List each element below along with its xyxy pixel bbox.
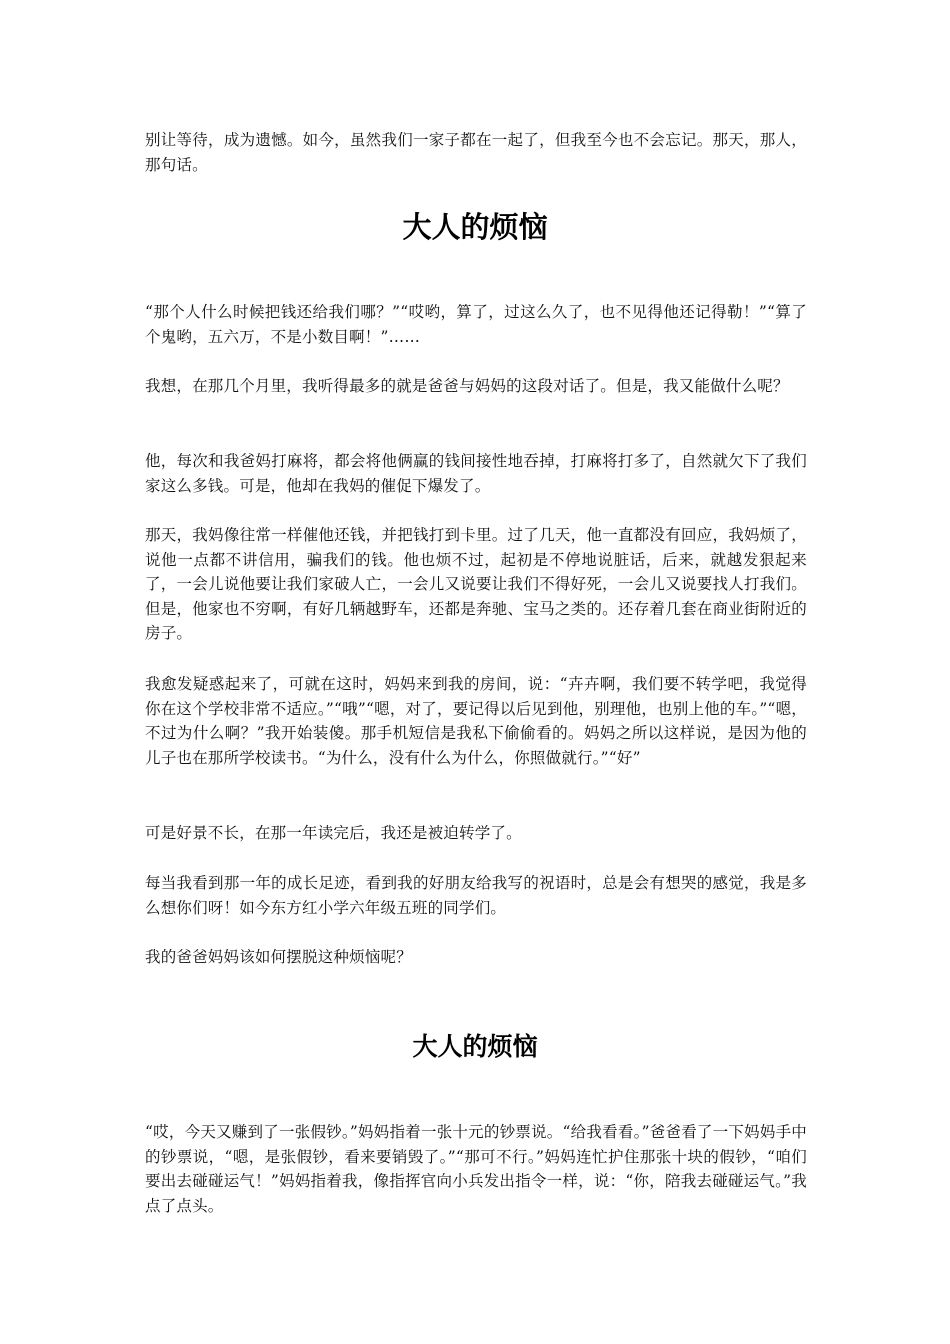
essay1-paragraph-4: 那天，我妈像往常一样催他还钱，并把钱打到卡里。过了几天，他一直都没有回应，我妈烦了，说他一点都不讲信用，骗我们的钱。他也烦不过，起初是不停地说脏话，后来，就越发狠起来了，一会儿说他要让我们家破人亡，一会儿又说要让我们不得好死，一会儿又说要找人打我们。但是，他家也不穷啊，有好几辆越野车，还都是奔驰、宝马之类的。还存着几套在商业街附近的房子。: [145, 526, 807, 642]
essay1-paragraph-3: 他，每次和我爸妈打麻将，都会将他俩赢的钱间接性地吞掉，打麻将打多了，自然就欠下了我们家这么多钱。可是，他却在我妈的催促下爆发了。: [145, 452, 807, 495]
essay2-title: 大人的烦恼: [412, 1032, 538, 1061]
essay1-paragraph-8: 我的爸爸妈妈该如何摆脱这种烦恼呢？: [145, 948, 412, 966]
essay2-paragraph-1: “哎，今天又赚到了一张假钞。”妈妈指着一张十元的钞票说。“给我看看。”爸爸看了一下妈妈手中的钞票说，“嗯，是张假钞，看来要销毁了。”“那可不行。”妈妈连忙护住那张十块的假钞，“咱们要出去碰碰运气！”妈妈指着我，像指挥官向小兵发出指令一样，说：“你，陪我去碰碰运气。”我点了点头。: [145, 1123, 807, 1215]
essay1-paragraph-5: 我愈发疑惑起来了，可就在这时，妈妈来到我的房间，说：“卉卉啊，我们要不转学吧，我觉得你在这个学校非常不适应。”“哦”“嗯，对了，要记得以后见到他，别理他，也别上他的车。”“嗯，不过为什么啊？”我开始装傻。那手机短信是我私下偷偷看的。妈妈之所以这样说，是因为他的儿子也在那所学校读书。“为什么，没有什么为什么，你照做就行。”“好”: [145, 675, 807, 767]
essay1-paragraph-2: 我想，在那几个月里，我听得最多的就是爸爸与妈妈的这段对话了。但是，我又能做什么呢？: [145, 377, 789, 395]
essay1-paragraph-1: “那个人什么时候把钱还给我们哪？”“哎哟，算了，过这么久了，也不见得他还记得勒！”“算了个鬼哟，五六万，不是小数目啊！”……: [145, 303, 807, 346]
intro-paragraph: 别让等待，成为遗憾。如今，虽然我们一家子都在一起了，但我至今也不会忘记。那天，那人，那句话。: [145, 131, 807, 174]
essay1-title: 大人的烦恼: [402, 210, 548, 244]
essay1-paragraph-7: 每当我看到那一年的成长足迹，看到我的好朋友给我写的祝语时，总是会有想哭的感觉，我是多么想你们呀！如今东方红小学六年级五班的同学们。: [145, 874, 807, 917]
essay1-paragraph-6: 可是好景不长，在那一年读完后，我还是被迫转学了。: [145, 824, 522, 842]
